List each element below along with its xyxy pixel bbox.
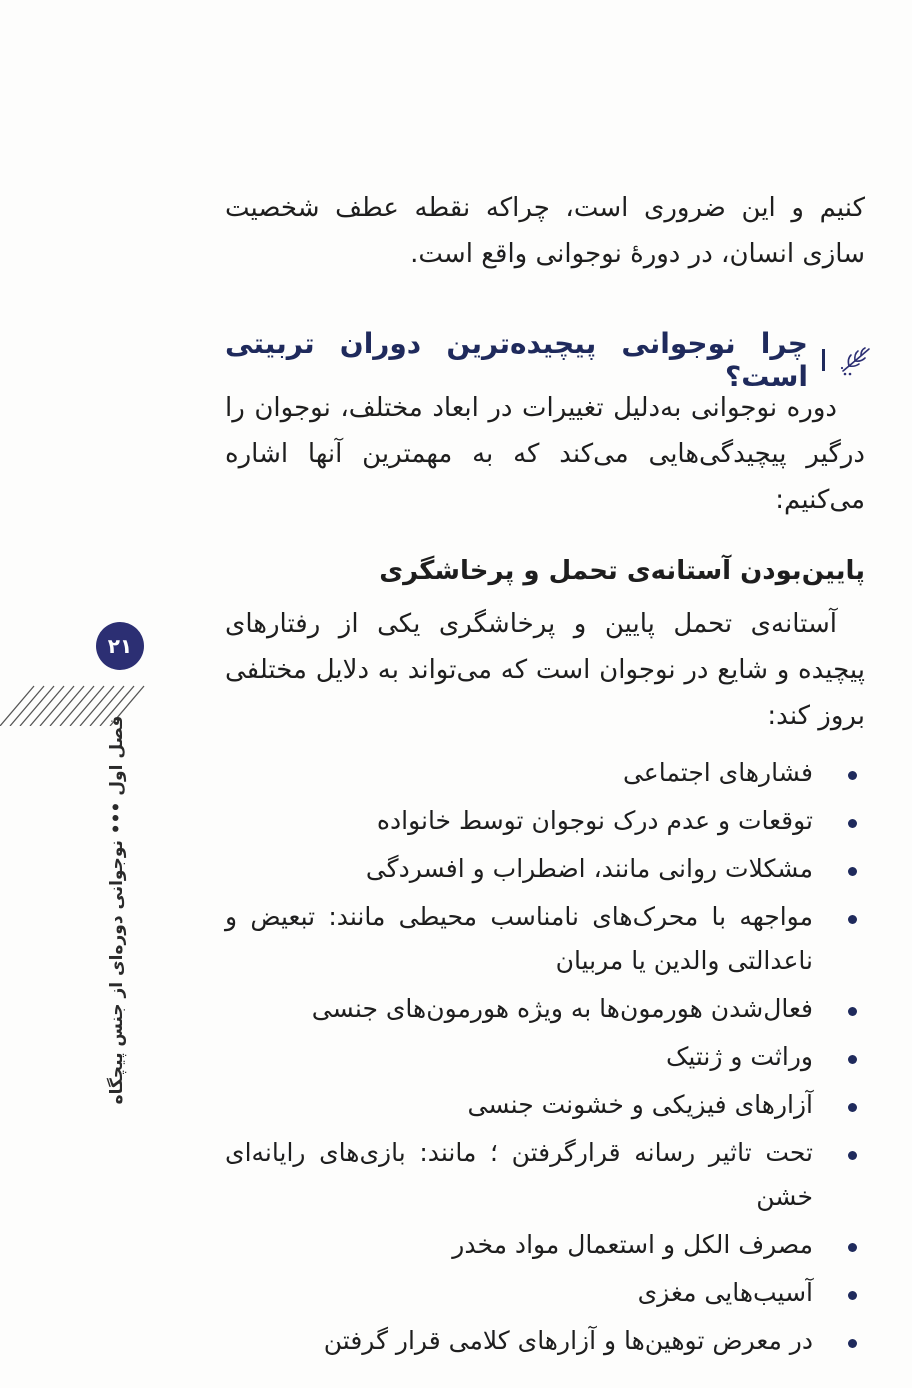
list-item	[225, 1319, 865, 1363]
section-paragraph: دوره نوجوانی به‌دلیل تغییرات در ابعاد مختلف، نوجوان را درگیر پیچیدگی‌هایی می‌کند که به مهمترین آنها اشاره می‌کنیم:	[225, 393, 865, 515]
bullet-dot	[848, 1007, 857, 1016]
list-item	[225, 1035, 865, 1079]
list-item-text: در معرض توهین‌ها و آزارهای کلامی قرار گرفتن	[323, 1326, 813, 1355]
bullet-dot	[848, 1339, 857, 1348]
list-item-text: فعال‌شدن هورمون‌ها به ویژه هورمون‌های جنسی	[311, 994, 813, 1023]
page-number-badge	[96, 622, 144, 670]
bullet-dot	[848, 1151, 857, 1160]
list-item-text: مشکلات روانی مانند، اضطراب و افسردگی	[365, 854, 813, 883]
running-head: فصل اول ••• نوجوانی دوره‌ای از جنس پیچگاه	[107, 715, 127, 1105]
list-item	[225, 751, 865, 795]
list-item	[225, 1271, 865, 1315]
list-item	[225, 895, 865, 983]
list-item-text: مصرف الکل و استعمال مواد مخدر	[452, 1230, 813, 1259]
list-item	[225, 799, 865, 843]
list-item-text: مواجهه با محرک‌های نامناسب محیطی مانند: تبعیض و ناعدالتی والدین یا مربیان	[225, 902, 813, 975]
list-item	[225, 847, 865, 891]
list-item-text: تحت تاثیر رسانه قرارگرفتن ؛ مانند: بازی‌های رایانه‌ای خشن	[225, 1138, 813, 1211]
bullet-dot	[848, 867, 857, 876]
bullet-dot	[848, 1103, 857, 1112]
causes-list	[225, 751, 865, 1363]
list-item-text: وراثت و ژنتیک	[665, 1042, 813, 1071]
list-item-text: فشارهای اجتماعی	[622, 758, 813, 787]
bullet-dot	[848, 1055, 857, 1064]
list-item-text: آزارهای فیزیکی و خشونت جنسی	[467, 1090, 813, 1119]
bullet-dot	[848, 915, 857, 924]
bullet-dot	[848, 1243, 857, 1252]
subsection-paragraph: آستانه‌ی تحمل پایین و پرخاشگری یکی از رفتارهای پیچیده و شایع در نوجوان است که می‌تواند به دلایل مختلفی بروز کند:	[225, 609, 865, 731]
page-number: ۲۱	[107, 634, 133, 658]
list-item-text: آسیب‌هایی مغزی	[637, 1278, 813, 1307]
intro-paragraph: کنیم و این ضروری است، چراکه نقطه عطف شخصیت سازی انسان، در دورهٔ نوجوانی واقع است.	[225, 193, 865, 269]
section-heading	[225, 327, 873, 393]
list-item	[225, 1223, 865, 1267]
subsection-title: پایین‌بودن آستانه‌ی تحمل و پرخاشگری	[379, 556, 865, 586]
page-body	[225, 185, 865, 1367]
heading-divider	[822, 349, 825, 371]
leaf-sprig-icon	[839, 343, 873, 377]
bullet-dot	[848, 771, 857, 780]
list-item	[225, 1083, 865, 1127]
list-item	[225, 1131, 865, 1219]
list-item-text: توقعات و عدم درک نوجوان توسط خانواده	[376, 806, 813, 835]
decorative-hatch-lines	[0, 678, 150, 726]
section-title: چرا نوجوانی پیچیده‌ترین دوران تربیتی است؟	[225, 327, 808, 393]
list-item	[225, 987, 865, 1031]
bullet-dot	[848, 1291, 857, 1300]
bullet-dot	[848, 819, 857, 828]
